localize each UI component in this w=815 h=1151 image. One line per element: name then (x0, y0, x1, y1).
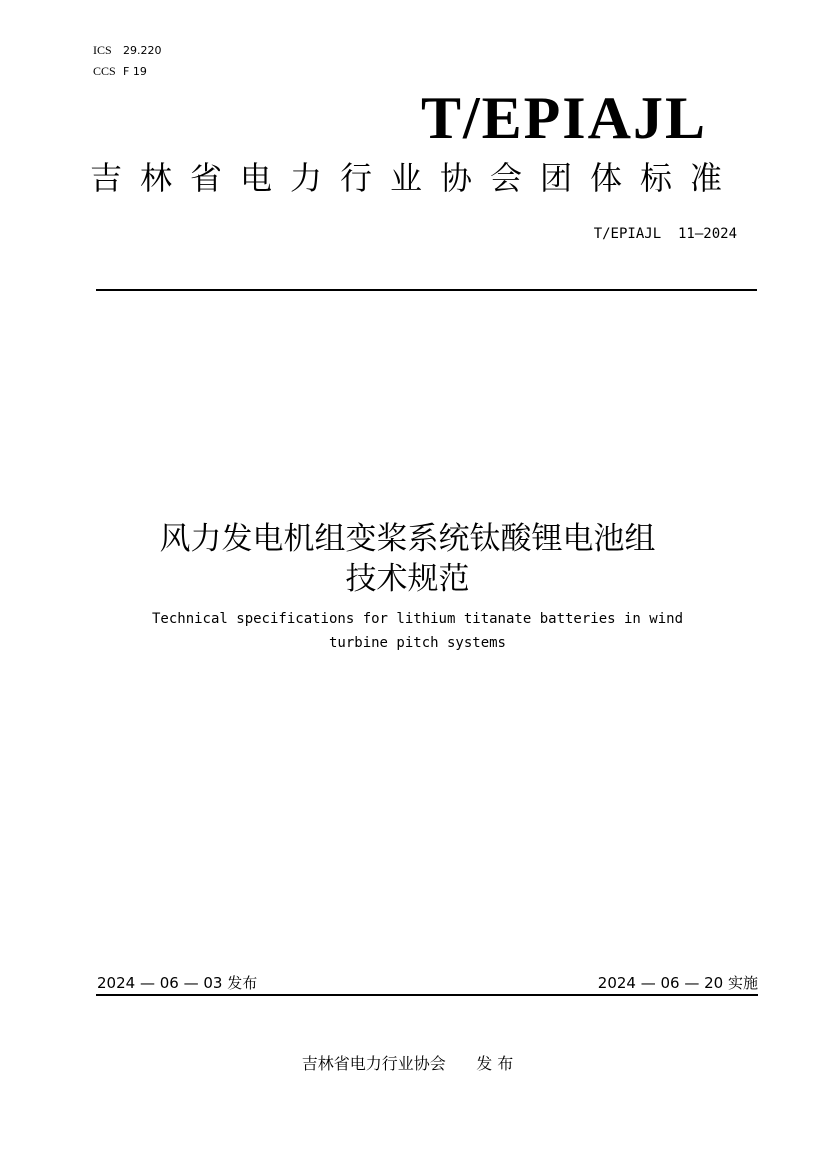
title-en-line2: turbine pitch systems (328, 635, 506, 651)
ccs-label: CCS (93, 64, 116, 78)
org-code-logo: T/EPIAJL (420, 85, 707, 151)
ics-value: 29.220 (123, 44, 162, 57)
classification-block (93, 40, 162, 82)
org-standard-name: 吉林省电力行业协会团体标准 (90, 159, 741, 197)
publish-date: 2024 — 06 — 03 发布 (97, 974, 258, 992)
title-en-line1: Technical specifications for lithium titanate batteries in wind (151, 611, 683, 627)
ics-row (93, 40, 162, 61)
implement-date: 2024 — 06 — 20 实施 (597, 974, 758, 992)
top-divider (96, 289, 757, 291)
ics-label: ICS (93, 43, 112, 57)
title-cn-line2: 技术规范 (345, 561, 470, 597)
title-cn-line1: 风力发电机组变桨系统钛酸锂电池组 (159, 521, 656, 557)
ccs-value: F 19 (123, 65, 147, 78)
bottom-divider (96, 994, 758, 996)
ccs-row (93, 61, 162, 82)
standard-number: T/EPIAJL 11—2024 (593, 226, 737, 242)
publisher-line: 吉林省电力行业协会 发 布 (301, 1054, 514, 1073)
